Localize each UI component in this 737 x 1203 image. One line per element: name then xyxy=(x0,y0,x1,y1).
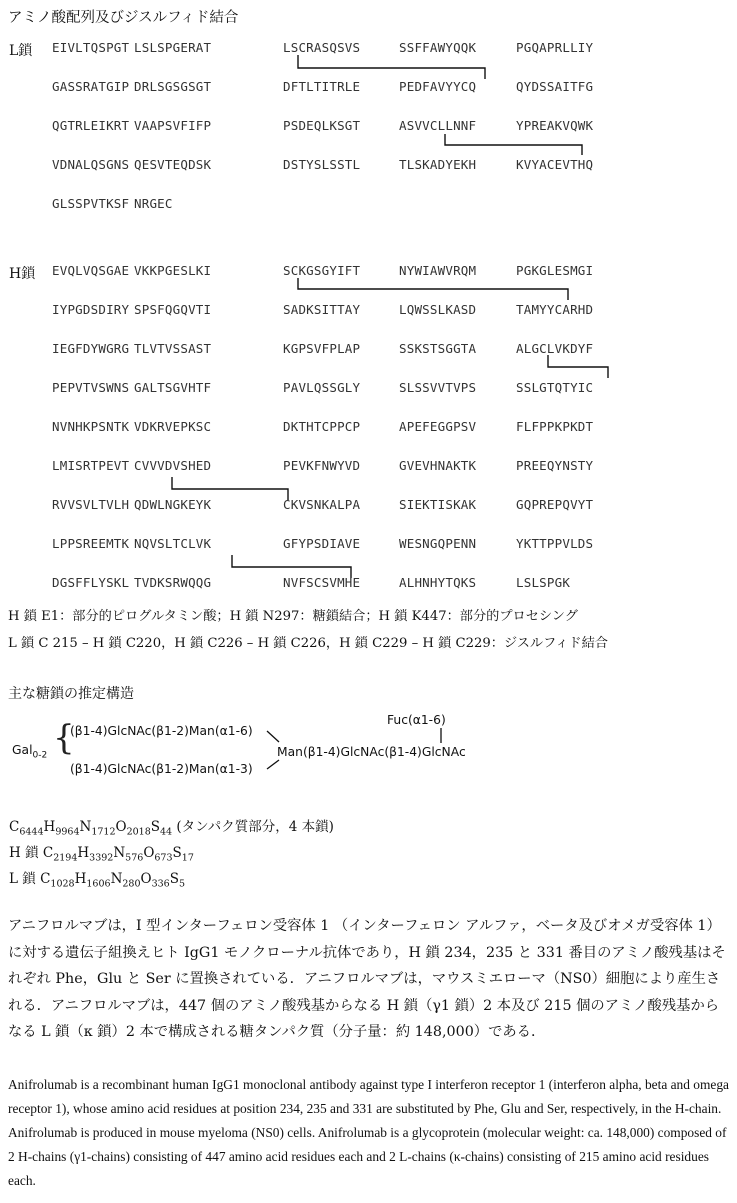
glycan-title: 主な糖鎖の推定構造 xyxy=(8,686,134,702)
glycan-branch-bottom: (β1-4)GlcNAc(β1-2)Man(α1-3) xyxy=(70,762,253,776)
sequence-segment: CKVSNKALPA xyxy=(283,497,361,512)
sequence-segment: WESNGQPENN xyxy=(399,536,477,551)
description-japanese: アニフロルマブは，I 型インターフェロン受容体 1 （インターフェロン アルファ，ベータ及びオメガ受容体 1）に対する遺伝子組換えヒト IgG1 モノクローナル抗体であり，H 鎖 234，235 と 331 番目のアミノ酸残基はそれぞれ Phe，Glu と Ser に置換されている．アニフロルマブは，マウスミエローマ（NS0）細胞により産生される．アニフロルマブは，447 個のアミノ酸残基からなる H 鎖（γ1 鎖）2 本及び 215 個のアミノ酸残基からなる L 鎖（κ 鎖）2 本で構成される糖タンパク質（分子量：約 148,000）である． xyxy=(8,918,726,1040)
glycan-core: Man(β1-4)GlcNAc(β1-4)GlcNAc xyxy=(277,745,466,759)
l-chain-label: L鎖 xyxy=(9,43,33,59)
sequence-segment: SSKSTSGGTA xyxy=(399,341,477,356)
sequence-segment: QESVTEQDSK xyxy=(134,157,212,172)
sequence-segment: GLSSPVTKSF xyxy=(52,196,130,211)
sequence-segment: SSFFAWYQQK xyxy=(399,40,477,55)
sequence-segment: LSLSPGERAT xyxy=(134,40,212,55)
formula-l-chain: L 鎖 $C_{1028}H_{1606}N_{280}O_{336}S_5$ xyxy=(9,871,186,890)
sequence-segment: QGTRLEIKRT xyxy=(52,118,130,133)
modification-note: H 鎖 E1：部分的ピログルタミン酸；H 鎖 N297：糖鎖結合；H 鎖 K447：部分的プロセシング xyxy=(8,609,578,624)
sequence-segment: PGQAPRLLIY xyxy=(516,40,594,55)
sequence-segment: PAVLQSSGLY xyxy=(283,380,361,395)
sequence-segment: YKTTPPVLDS xyxy=(516,536,594,551)
sequence-segment: VKKPGESLKI xyxy=(134,263,212,278)
sequence-segment: VDNALQSGNS xyxy=(52,157,130,172)
sequence-segment: LSCRASQSVS xyxy=(283,40,361,55)
sequence-segment: VDKRVEPKSC xyxy=(134,419,212,434)
sequence-segment: NVNHKPSNTK xyxy=(52,419,130,434)
glycan-brace: { xyxy=(53,718,75,758)
sequence-segment: DSTYSLSSTL xyxy=(283,157,361,172)
sequence-segment: PREEQYNSTY xyxy=(516,458,594,473)
sequence-segment: SCKGSGYIFT xyxy=(283,263,361,278)
sequence-segment: KVYACEVTHQ xyxy=(516,157,594,172)
sequence-segment: KGPSVFPLAP xyxy=(283,341,361,356)
sequence-segment: SPSFQGQVTI xyxy=(134,302,212,317)
sequence-segment: QDWLNGKEYK xyxy=(134,497,212,512)
sequence-segment: NVFSCSVMHE xyxy=(283,575,361,590)
sequence-segment: PGKGLESMGI xyxy=(516,263,594,278)
sequence-segment: FLFPPKPKDT xyxy=(516,419,594,434)
sequence-segment: PEDFAVYYCQ xyxy=(399,79,477,94)
glycan-branch-top: (β1-4)GlcNAc(β1-2)Man(α1-6) xyxy=(70,724,253,738)
sequence-segment: EIVLTQSPGT xyxy=(52,40,130,55)
sequence-segment: PSDEQLKSGT xyxy=(283,118,361,133)
sequence-segment: QYDSSAITFG xyxy=(516,79,594,94)
formula-h-chain: H 鎖 $C_{2194}H_{3392}N_{576}O_{673}S_{17}$ xyxy=(9,845,194,864)
sequence-segment: SIEKTISKAK xyxy=(399,497,477,512)
sequence-segment: SLSSVVTVPS xyxy=(399,380,477,395)
sequence-segment: DKTHTCPPCP xyxy=(283,419,361,434)
sequence-segment: NQVSLTCLVK xyxy=(134,536,212,551)
sequence-segment: ASVVCLLNNF xyxy=(399,118,477,133)
sequence-segment: GVEVHNAKTK xyxy=(399,458,477,473)
sequence-segment: APEFEGGPSV xyxy=(399,419,477,434)
formula-total: $C_{6444}H_{9964}N_{1712}O_{2018}S_{44}$ (タンパク質部分，4 本鎖) xyxy=(9,819,334,838)
sequence-segment: TLSKADYEKH xyxy=(399,157,477,172)
sequence-title: アミノ酸配列及びジスルフィド結合 xyxy=(8,10,239,26)
sequence-segment: EVQLVQSGAE xyxy=(52,263,130,278)
sequence-segment: GFYPSDIAVE xyxy=(283,536,361,551)
sequence-segment: RVVSVLTVLH xyxy=(52,497,130,512)
sequence-segment: GALTSGVHTF xyxy=(134,380,212,395)
sequence-segment: ALGCLVKDYF xyxy=(516,341,594,356)
description-english: Anifrolumab is a recombinant human IgG1 monoclonal antibody against type I interferon receptor 1 (interferon alpha, beta and omega receptor 1), whose amino acid residues at position 234, 235 and 331 are substituted by Phe, Glu and Ser, respectively, in the H-chain. Anifrolumab is produced in mouse myeloma (NS0) cells. Anifrolumab is a glycoprotein (molecular weight: ca. 148,000) composed of 2 H-chains (γ1-chains) consisting of 447 amino acid residues each and 2 L-chains (κ-chains) consisting of 215 amino acid residues each. xyxy=(8,1077,729,1188)
sequence-segment: NYWIAWVRQM xyxy=(399,263,477,278)
sequence-segment: PEVKFNWYVD xyxy=(283,458,361,473)
sequence-segment: TLVTVSSAST xyxy=(134,341,212,356)
sequence-segment: DFTLTITRLE xyxy=(283,79,361,94)
sequence-segment: SADKSITTAY xyxy=(283,302,361,317)
sequence-segment: LSLSPGK xyxy=(516,575,571,590)
sequence-segment: TAMYYCARHD xyxy=(516,302,594,317)
sequence-segment: YPREAKVQWK xyxy=(516,118,594,133)
sequence-segment: DRLSGSGSGT xyxy=(134,79,212,94)
glycan-fucose: Fuc(α1-6) xyxy=(387,713,446,727)
sequence-segment: IYPGDSDIRY xyxy=(52,302,130,317)
sequence-segment: LPPSREEMTK xyxy=(52,536,130,551)
sequence-segment: GASSRATGIP xyxy=(52,79,130,94)
sequence-segment: VAAPSVFIFP xyxy=(134,118,212,133)
sequence-segment: LMISRTPEVT xyxy=(52,458,130,473)
sequence-segment: IEGFDYWGRG xyxy=(52,341,130,356)
glycan-gal: Gal$_{0-2}$ xyxy=(12,743,48,761)
sequence-segment: TVDKSRWQQG xyxy=(134,575,212,590)
sequence-segment: NRGEC xyxy=(134,196,173,211)
sequence-segment: PEPVTVSWNS xyxy=(52,380,130,395)
sequence-segment: GQPREPQVYT xyxy=(516,497,594,512)
sequence-segment: CVVVDVSHED xyxy=(134,458,212,473)
sequence-segment: DGSFFLYSKL xyxy=(52,575,130,590)
sequence-segment: ALHNHYTQKS xyxy=(399,575,477,590)
disulfide-note: L 鎖 C 215 – H 鎖 C220，H 鎖 C226 – H 鎖 C226，H 鎖 C229 – H 鎖 C229：ジスルフィド結合 xyxy=(8,636,608,651)
h-chain-label: H鎖 xyxy=(9,266,36,282)
sequence-segment: LQWSSLKASD xyxy=(399,302,477,317)
sequence-segment: SSLGTQTYIC xyxy=(516,380,594,395)
